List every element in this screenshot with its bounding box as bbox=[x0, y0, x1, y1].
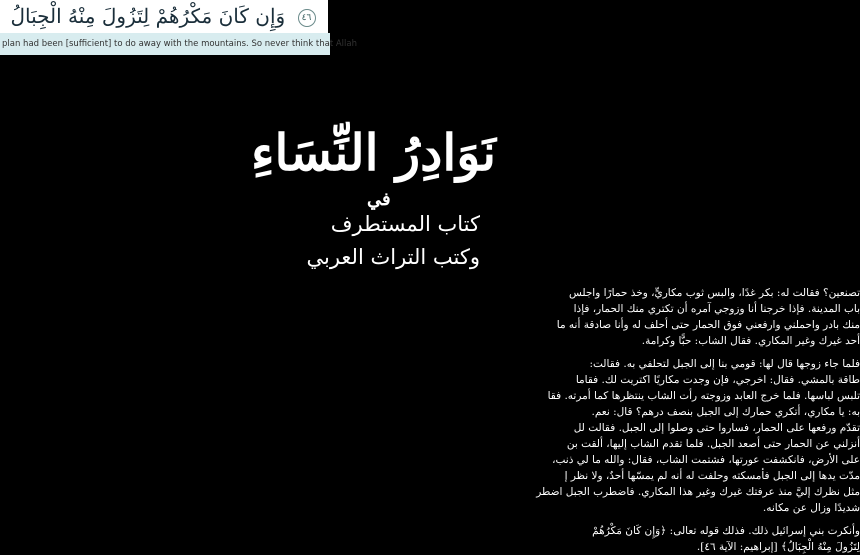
text-line: وأنكرت بني إسرائيل ذلك. فذلك قوله تعالى: ﴿وَإِن كَانَ مَكْرُهُمْ bbox=[592, 525, 860, 537]
verse-arabic-line bbox=[6, 1, 320, 31]
text-line: لِتَزُولَ مِنْهُ الْجِبَالُ﴾ [إبراهيم: الآية ٤٦]. bbox=[696, 541, 860, 553]
text-line: شديدًا وزال عن مكانه. bbox=[762, 502, 860, 514]
text-line: تلبس لباسها. فلما خرج العابد وزوجته رأت الشاب ينتظرها كما أمرته. فقا bbox=[547, 390, 860, 402]
subtitle-line-1: كتاب المستطرف bbox=[330, 212, 480, 236]
title-fi: في bbox=[367, 189, 391, 210]
verse-translation: plan had been [sufficient] to do away with the mountains. So never think that Allah bbox=[0, 33, 330, 55]
text-line: تصنعين؟ فقالت له: بكر غدًا، والبس ثوب مكاريٍّ، وخذ حمارًا واجلس bbox=[568, 287, 860, 299]
book-page-text bbox=[0, 285, 860, 553]
quran-verse-strip bbox=[0, 0, 358, 55]
text-line: طاقة بالمشي. فقال: اخرجي، فإن وجدت مكاريًا اكتريت لك. فقاما bbox=[575, 374, 860, 386]
text-line: مدّت يدها إلى الجبل فأمسكته وحلفت له أنه لم يمسّها أحدٌ، ولا نظر إ bbox=[564, 470, 860, 482]
book-title-block bbox=[230, 118, 500, 288]
ayah-number-badge: ٤٦ bbox=[298, 9, 316, 27]
text-line: مثل نظرك إليَّ منذ عرفتك غيرك وغير هذا المكاري. فاضطرب الجبل اضطر bbox=[536, 486, 860, 498]
text-line: فلما جاء زوجها قال لها: قومي بنا إلى الجبل لتحلفي به. فقالت: bbox=[589, 358, 860, 370]
text-line: باب المدينة. فإذا خرجنا أنا وزوجي آمره أن تكتري منك الحمار، فإذا bbox=[573, 303, 860, 315]
text-line: منك بادر واحملني وارفعني فوق الحمار حتى أحلف له وأنا صادقة أنه ما bbox=[556, 319, 860, 331]
text-line: على الأرض، فانكشفت عورتها، فشتمت الشاب، فقال: والله ما لي ذنب، bbox=[552, 454, 860, 466]
main-title: نَوَادِرُ النِّسَاءِ bbox=[250, 123, 496, 182]
text-line: تقدّم ورفعها على الحمار، فساروا حتى وصلوا إلى الجبل. فقالت لل bbox=[573, 422, 860, 434]
text-line: أنزلني عن الحمار حتى أصعد الجبل. فلما تقدم الشاب إليها، ألقت بن bbox=[566, 438, 860, 450]
text-line: به: يا مكاري، أتكري حمارك إلى الجبل بنصف درهم؟ قال: نعم. bbox=[591, 406, 860, 418]
text-line: أحد غيرك وغير المكاري. فقال الشاب: حبًّا وكرامة. bbox=[641, 335, 860, 347]
verse-arabic-text: وَإِن كَانَ مَكْرُهُمْ لِتَزُولَ مِنْهُ الْجِبَالُ bbox=[10, 4, 286, 28]
subtitle-line-2: وكتب التراث العربي bbox=[306, 245, 480, 269]
